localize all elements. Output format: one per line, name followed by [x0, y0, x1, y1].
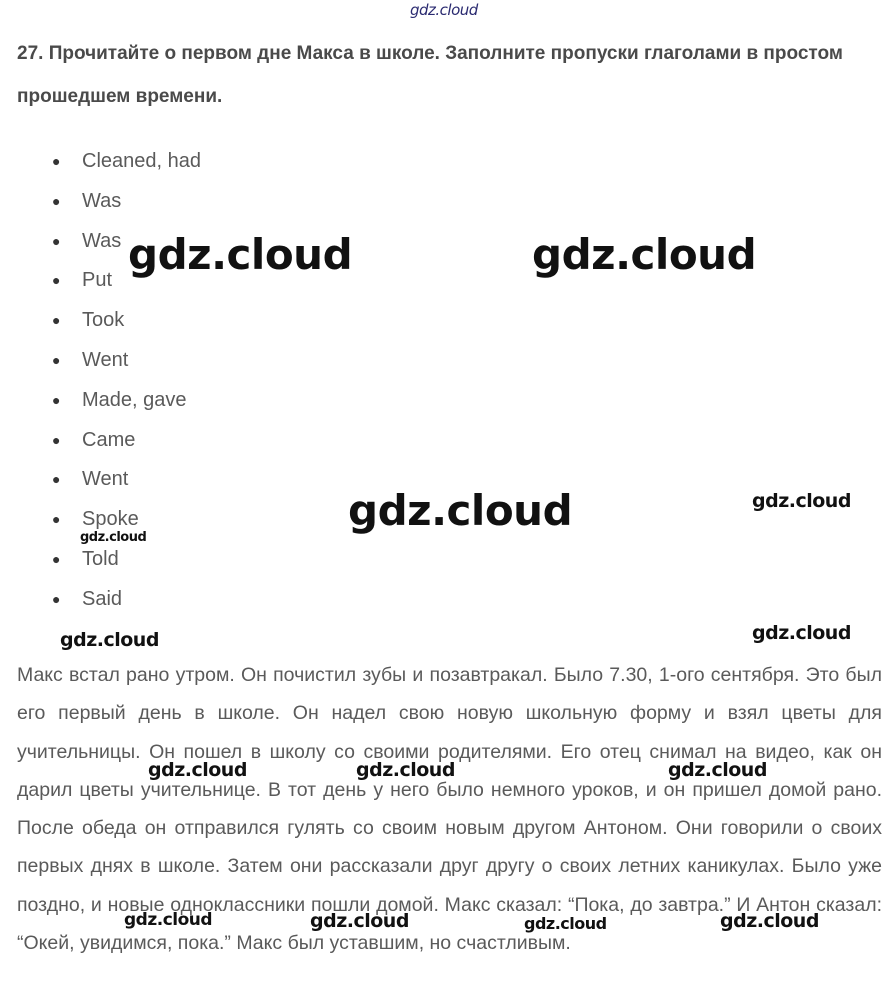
list-item: [52, 421, 201, 461]
bullet-icon: ●: [52, 272, 61, 289]
answer-text: Took: [82, 309, 125, 332]
answer-list: [52, 142, 201, 620]
answer-text: Went: [82, 348, 129, 371]
answer-text: Told: [82, 547, 119, 570]
watermark: gdz.cloud: [668, 759, 767, 781]
story-text: Макс встал рано утром. Он почистил зубы и позавтракал. Было 7.30, 1-ого сентября. Это был его первый день в школе. Он надел свою новую школьную форму и взял цветы для учительницы. Он пошел в школу со своими родителями. Его отец снимал на видео, как он дарил цветы учительнице. В тот день у него было немного уроков, и он пришел домой рано. После обеда он отправился гулять со своим новым другом Антоном. Они говорили о своих первых днях в школе. Затем они рассказали друг другу о своих летних каникулах. Было уже поздно, и новые одноклассники пошли домой. Макс сказал: “Пока, до завтра.” И Антон сказал: “Окей, увидимся, пока.” Макс был уставшим, но счастливым.: [17, 664, 882, 955]
list-item: [52, 540, 201, 580]
bullet-icon: ●: [52, 351, 61, 368]
bullet-icon: ●: [52, 312, 61, 329]
list-item: [52, 381, 201, 421]
watermark: gdz.cloud: [524, 914, 607, 933]
answer-text: Went: [82, 468, 129, 491]
bullet-icon: ●: [52, 153, 61, 169]
bullet-icon: ●: [52, 550, 61, 567]
watermark: gdz.cloud: [124, 910, 213, 930]
bullet-icon: ●: [52, 590, 61, 607]
watermark: gdz.cloud: [60, 629, 159, 651]
watermark: gdz.cloud: [310, 910, 409, 932]
answer-text: Came: [82, 428, 136, 451]
answer-text: Made, gave: [82, 388, 187, 411]
list-item: [52, 301, 201, 341]
watermark: gdz.cloud: [356, 759, 455, 781]
bullet-icon: ●: [52, 391, 61, 408]
watermark: gdz.cloud: [80, 530, 147, 545]
watermark: gdz.cloud: [720, 910, 819, 932]
list-item: [52, 460, 201, 500]
answer-text: Was: [82, 189, 122, 212]
exercise-heading: 27. Прочитайте о первом дне Макса в школе. Заполните пропуски глаголами в простом прошедшем времени.: [17, 43, 843, 107]
bullet-icon: ●: [52, 192, 61, 209]
watermark-top: gdz.cloud: [410, 1, 478, 19]
watermark: gdz.cloud: [348, 486, 573, 535]
answer-text: Put: [82, 269, 113, 292]
list-item: [52, 341, 201, 381]
watermark: gdz.cloud: [752, 490, 851, 512]
watermark: gdz.cloud: [148, 759, 247, 781]
bullet-icon: ●: [52, 431, 61, 448]
bullet-icon: ●: [52, 232, 61, 249]
answer-text: Was: [82, 229, 122, 252]
list-item: [52, 182, 201, 222]
watermark: gdz.cloud: [532, 230, 757, 279]
watermark: gdz.cloud: [752, 622, 851, 644]
answer-text: Said: [82, 587, 123, 610]
list-item: [52, 580, 201, 620]
answer-text: Cleaned, had: [82, 150, 201, 172]
bullet-icon: ●: [52, 511, 61, 528]
watermark: gdz.cloud: [128, 230, 353, 279]
list-item: [52, 142, 201, 182]
answer-text: Spoke: [82, 508, 139, 531]
bullet-icon: ●: [52, 471, 61, 488]
